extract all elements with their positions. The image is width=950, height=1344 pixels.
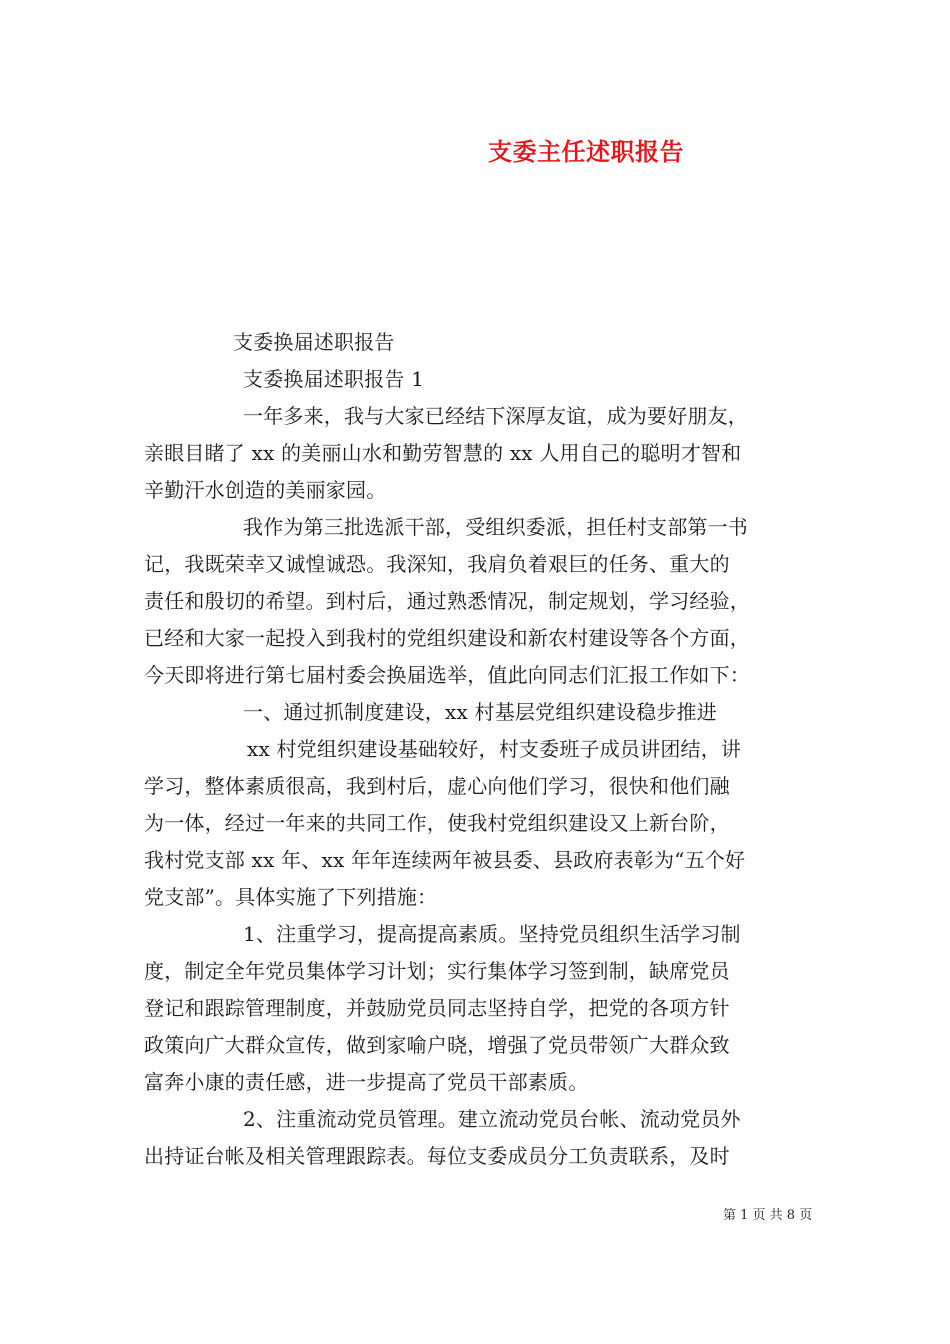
text-line: 党支部”。具体实施了下列措施： xyxy=(144,885,438,909)
text-line: 政策向广大群众宣传，做到家喻户晓，增强了党员带领广大群众致 xyxy=(144,1033,730,1057)
text-line: 今天即将进行第七届村委会换届选举，值此向同志们汇报工作如下： xyxy=(144,663,750,687)
page-footer: 第 1 页 共 8 页 xyxy=(723,1208,813,1223)
text-line: 一、通过抓制度建设，xx 村基层党组织建设稳步推进 xyxy=(243,700,717,724)
page-title: 支委主任述职报告 xyxy=(488,137,684,166)
text-line: 富奔小康的责任感，进一步提高了党员干部素质。 xyxy=(144,1070,589,1094)
text-line: 为一体，经过一年来的共同工作，使我村党组织建设又上新台阶， xyxy=(144,811,730,835)
text-line: 度，制定全年党员集体学习计划；实行集体学习签到制，缺席党员 xyxy=(144,959,730,983)
text-line: 登记和跟踪管理制度，并鼓励党员同志坚持自学，把党的各项方针 xyxy=(144,996,730,1020)
text-line: 我村党支部 xx 年、xx 年年连续两年被县委、县政府表彰为“五个好 xyxy=(144,848,746,872)
text-line: 责任和殷切的希望。到村后，通过熟悉情况，制定规划，学习经验， xyxy=(144,589,750,613)
text-line: 我作为第三批选派干部，受组织委派，担任村支部第一书 xyxy=(243,515,748,539)
text-line: 记，我既荣幸又诚惶诚恐。我深知，我肩负着艰巨的任务、重大的 xyxy=(144,552,730,576)
text-line: 亲眼目睹了 xx 的美丽山水和勤劳智慧的 xx 人用自己的聪明才智和 xyxy=(144,441,742,465)
text-line: 1、注重学习，提高提高素质。坚持党员组织生活学习制 xyxy=(243,922,741,946)
text-line: 出持证台帐及相关管理跟踪表。每位支委成员分工负责联系，及时 xyxy=(144,1144,730,1168)
text-line: 辛勤汗水创造的美丽家园。 xyxy=(144,478,387,502)
text-line: 支委换届述职报告 xyxy=(233,330,395,354)
text-line: 已经和大家一起投入到我村的党组织建设和新农村建设等各个方面， xyxy=(144,626,750,650)
text-line: 2、注重流动党员管理。建立流动党员台帐、流动党员外 xyxy=(243,1107,741,1131)
text-line: xx 村党组织建设基础较好，村支委班子成员讲团结，讲 xyxy=(247,737,742,761)
text-line: 支委换届述职报告 1 xyxy=(243,367,425,391)
text-line: 一年多来，我与大家已经结下深厚友谊，成为要好朋友， xyxy=(243,404,748,428)
text-line: 学习，整体素质很高，我到村后，虚心向他们学习，很快和他们融 xyxy=(144,774,730,798)
